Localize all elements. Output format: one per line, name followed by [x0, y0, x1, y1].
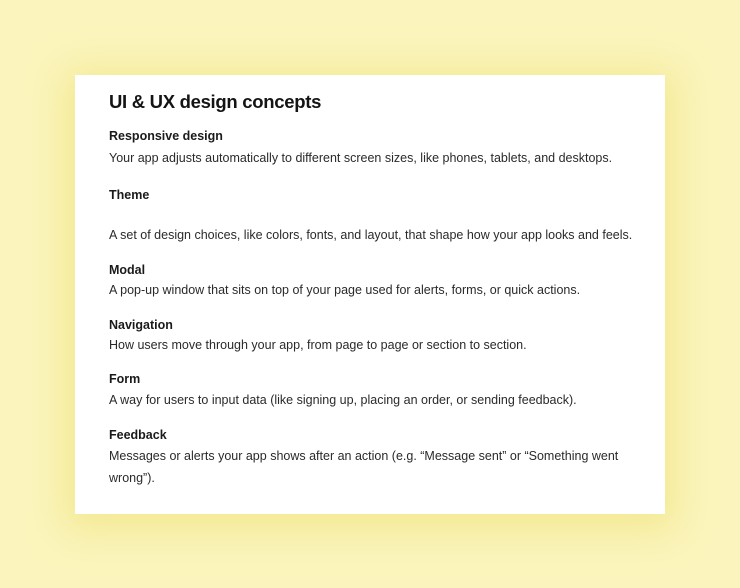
concepts-card [75, 75, 665, 514]
concept-definition: A set of design choices, like colors, fonts, and layout, that shape how your app looks and feels. [109, 228, 633, 242]
concept-definition: Your app adjusts automatically to different screen sizes, like phones, tablets, and desktops. [109, 151, 613, 165]
concept-navigation [109, 317, 645, 356]
concept-definition: A way for users to input data (like signing up, placing an order, or sending feedback). [109, 393, 577, 407]
concept-form [109, 371, 645, 411]
concept-term: Modal [109, 263, 146, 277]
card-title: UI & UX design concepts [109, 91, 322, 112]
concept-definition: A pop-up window that sits on top of your page used for alerts, forms, or quick actions. [109, 283, 581, 297]
concept-feedback [109, 427, 645, 489]
concept-term: Theme [109, 188, 150, 202]
concept-definition: How users move through your app, from page to page or section to section. [109, 338, 527, 352]
concept-term: Feedback [109, 428, 167, 442]
concept-theme [109, 187, 645, 246]
concept-definition: Messages or alerts your app shows after an action (e.g. “Message sent” or “Something went wrong”). [109, 449, 619, 485]
concept-term: Form [109, 372, 141, 386]
concept-term: Responsive design [109, 129, 223, 143]
concept-term: Navigation [109, 318, 173, 332]
concept-responsive-design [109, 128, 645, 169]
concept-modal [109, 262, 645, 301]
